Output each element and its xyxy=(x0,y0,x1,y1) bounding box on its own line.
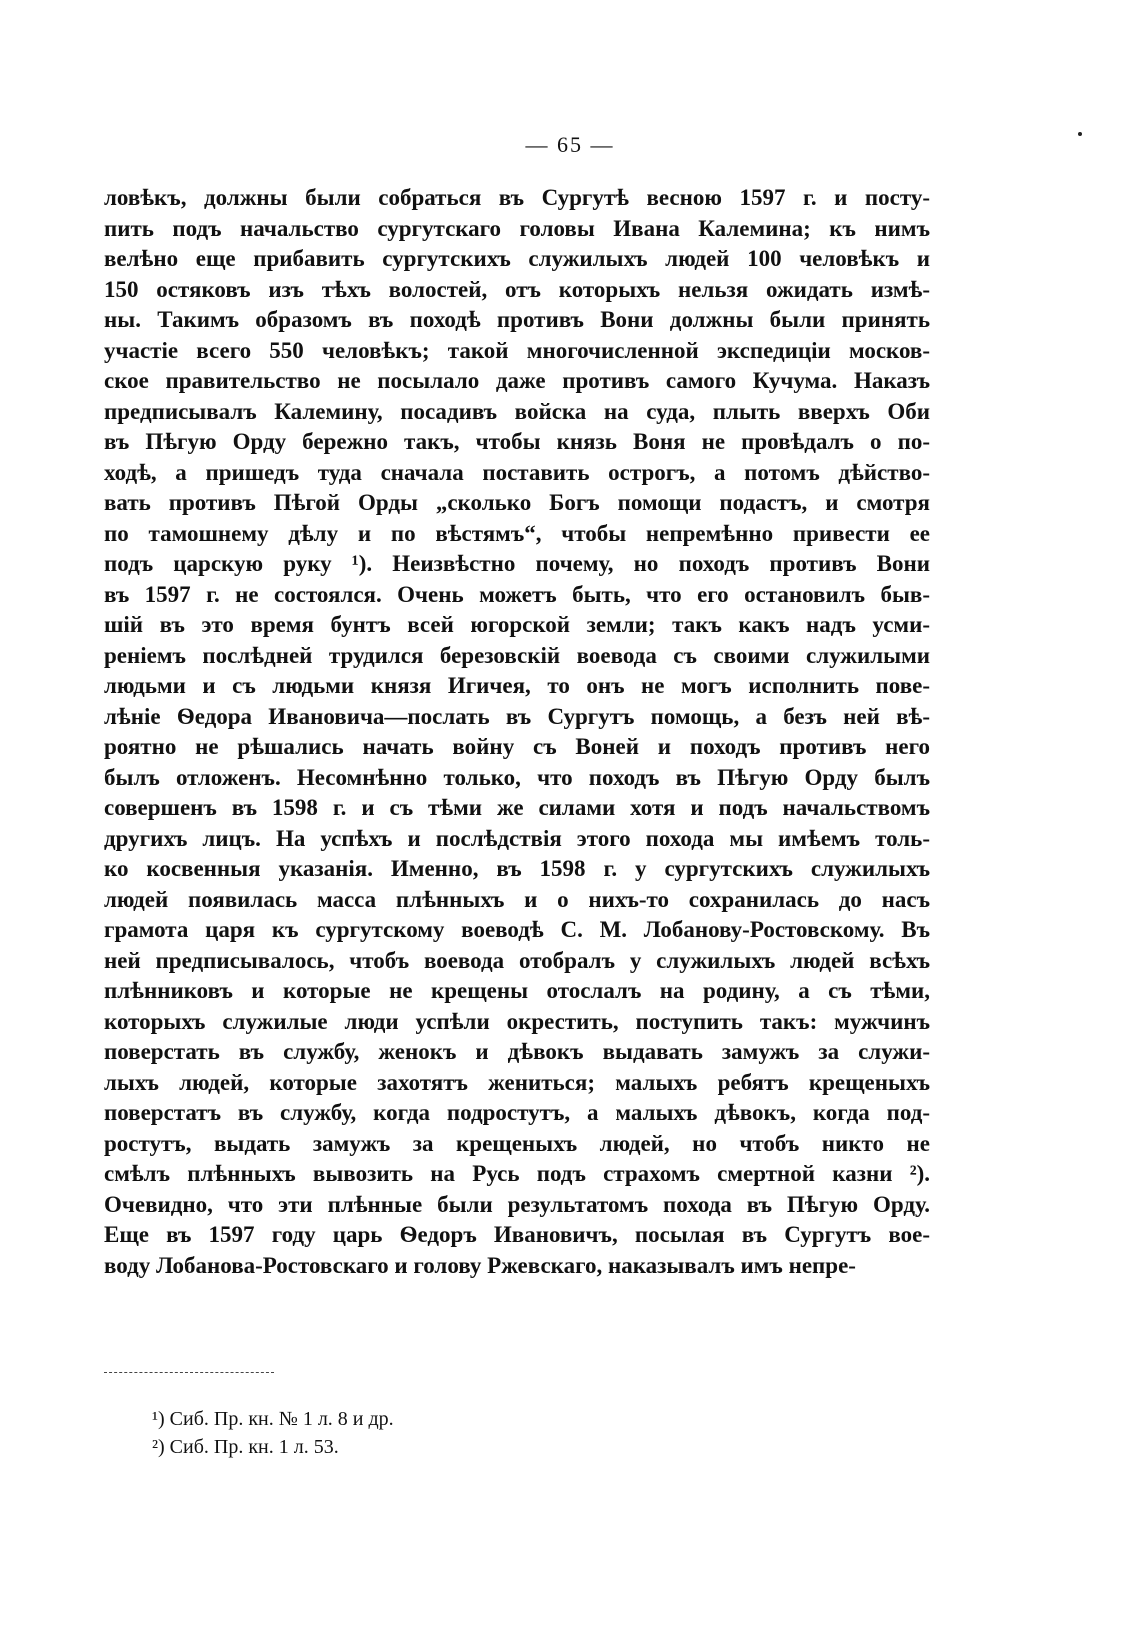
text-line: роятно не рѣшались начать войну съ Воней и походъ противъ него xyxy=(104,734,930,759)
text-line: лыхъ людей, которые захотятъ жениться; малыхъ ребятъ крещеныхъ xyxy=(104,1069,930,1095)
text-line: поверстатъ въ службу, когда подростутъ, а малыхъ дѣвокъ, когда под- xyxy=(104,1100,930,1125)
text-line: ростутъ, выдать замужъ за крещеныхъ людей, но чтобъ никто не xyxy=(104,1130,930,1156)
text-line: поверстать въ службу, женокъ и дѣвокъ выдавать замужъ за служи- xyxy=(104,1039,930,1064)
text-line: реніемъ послѣдней трудился березовскій воевода съ своими служилыми xyxy=(104,642,930,668)
footnote-2: ²) Сиб. Пр. кн. 1 л. 53. xyxy=(152,1436,339,1458)
text-line: людей появилась масса плѣнныхъ и о нихъ-то сохранилась до насъ xyxy=(104,886,930,912)
text-line: которыхъ служилые люди успѣли окрестить, поступить такъ: мужчинъ xyxy=(104,1008,930,1034)
text-line: грамота царя къ сургутскому воеводѣ С. М. Лобанову-Ростовскому. Въ xyxy=(104,917,930,942)
text-line: пить подъ начальство сургутскаго головы Ивана Калемина; къ нимъ xyxy=(104,215,930,241)
page-number: — 65 — xyxy=(525,132,615,157)
text-line: Очевидно, что эти плѣнные были результатомъ похода въ Пѣгую Орду. xyxy=(104,1191,930,1217)
text-line: воду Лобанова-Ростовскаго и голову Ржевскаго, наказывалъ имъ непре- xyxy=(104,1252,856,1278)
text-line: шій въ это время бунтъ всей югорской земли; такъ какъ надъ усми- xyxy=(104,612,930,637)
text-line: ней предписывалось, чтобъ воевода отобралъ у служилыхъ людей всѣхъ xyxy=(104,947,930,973)
text-line: велѣно еще прибавить сургутскихъ служилыхъ людей 100 человѣкъ и xyxy=(104,246,930,271)
text-line: людьми и съ людьми князя Игичея, то онъ не могъ исполнить пове- xyxy=(104,673,930,698)
text-line: плѣнниковъ и которые не крещены отослалъ на родину, а съ тѣми, xyxy=(104,978,930,1003)
text-line: по тамошнему дѣлу и по вѣстямъ“, чтобы непремѣнно привести ее xyxy=(104,520,930,546)
text-line: ны. Такимъ образомъ въ походѣ противъ Вони должны были принять xyxy=(104,307,930,332)
text-line: ловѣкъ, должны были собраться въ Сургутѣ весною 1597 г. и посту- xyxy=(104,185,930,210)
body-text xyxy=(104,183,930,1281)
text-line: былъ отложенъ. Несомнѣнно только, что походъ въ Пѣгую Орду былъ xyxy=(104,764,930,790)
footnotes xyxy=(152,1405,852,1461)
text-line: лѣніе Ѳедора Ивановича—послать въ Сургутъ помощь, а безъ ней вѣ- xyxy=(104,703,930,729)
text-line: смѣлъ плѣнныхъ вывозить на Русь подъ страхомъ смертной казни ²). xyxy=(104,1161,930,1186)
text-line: 150 остяковъ изъ тѣхъ волостей, отъ которыхъ нельзя ожидать измѣ- xyxy=(104,276,930,302)
text-line: совершенъ въ 1598 г. и съ тѣми же силами хотя и подъ начальствомъ xyxy=(104,795,930,820)
text-line: въ 1597 г. не состоялся. Очень можетъ быть, что его остановилъ быв- xyxy=(104,581,930,607)
text-line: Еще въ 1597 году царь Ѳедоръ Ивановичъ, посылая въ Сургутъ вое- xyxy=(104,1222,930,1247)
text-line: ко косвенныя указанія. Именно, въ 1598 г. у сургутскихъ служилыхъ xyxy=(104,856,930,881)
text-line: другихъ лицъ. На успѣхъ и послѣдствія этого похода мы имѣемъ толь- xyxy=(104,825,930,851)
text-line: вать противъ Пѣгой Орды „сколько Богъ помощи подастъ, и смотря xyxy=(104,490,930,515)
text-line: участіе всего 550 человѣкъ; такой многочисленной экспедиціи москов- xyxy=(104,337,930,363)
text-line: въ Пѣгую Орду бережно такъ, чтобы князь Воня не провѣдалъ о по- xyxy=(104,429,930,454)
footnote-divider xyxy=(104,1372,274,1373)
text-line: подъ царскую руку ¹). Неизвѣстно почему, но походъ противъ Вони xyxy=(104,551,930,576)
text-line: ское правительство не посылало даже противъ самого Кучума. Наказъ xyxy=(104,368,930,393)
text-line: ходѣ, а пришедъ туда сначала поставить острогъ, а потомъ дѣйство- xyxy=(104,459,930,485)
text-line: предписывалъ Калемину, посадивъ войска на суда, плыть вверхъ Оби xyxy=(104,398,930,424)
ink-speck xyxy=(1078,132,1082,136)
footnote-1: ¹) Сиб. Пр. кн. № 1 л. 8 и др. xyxy=(152,1408,394,1430)
